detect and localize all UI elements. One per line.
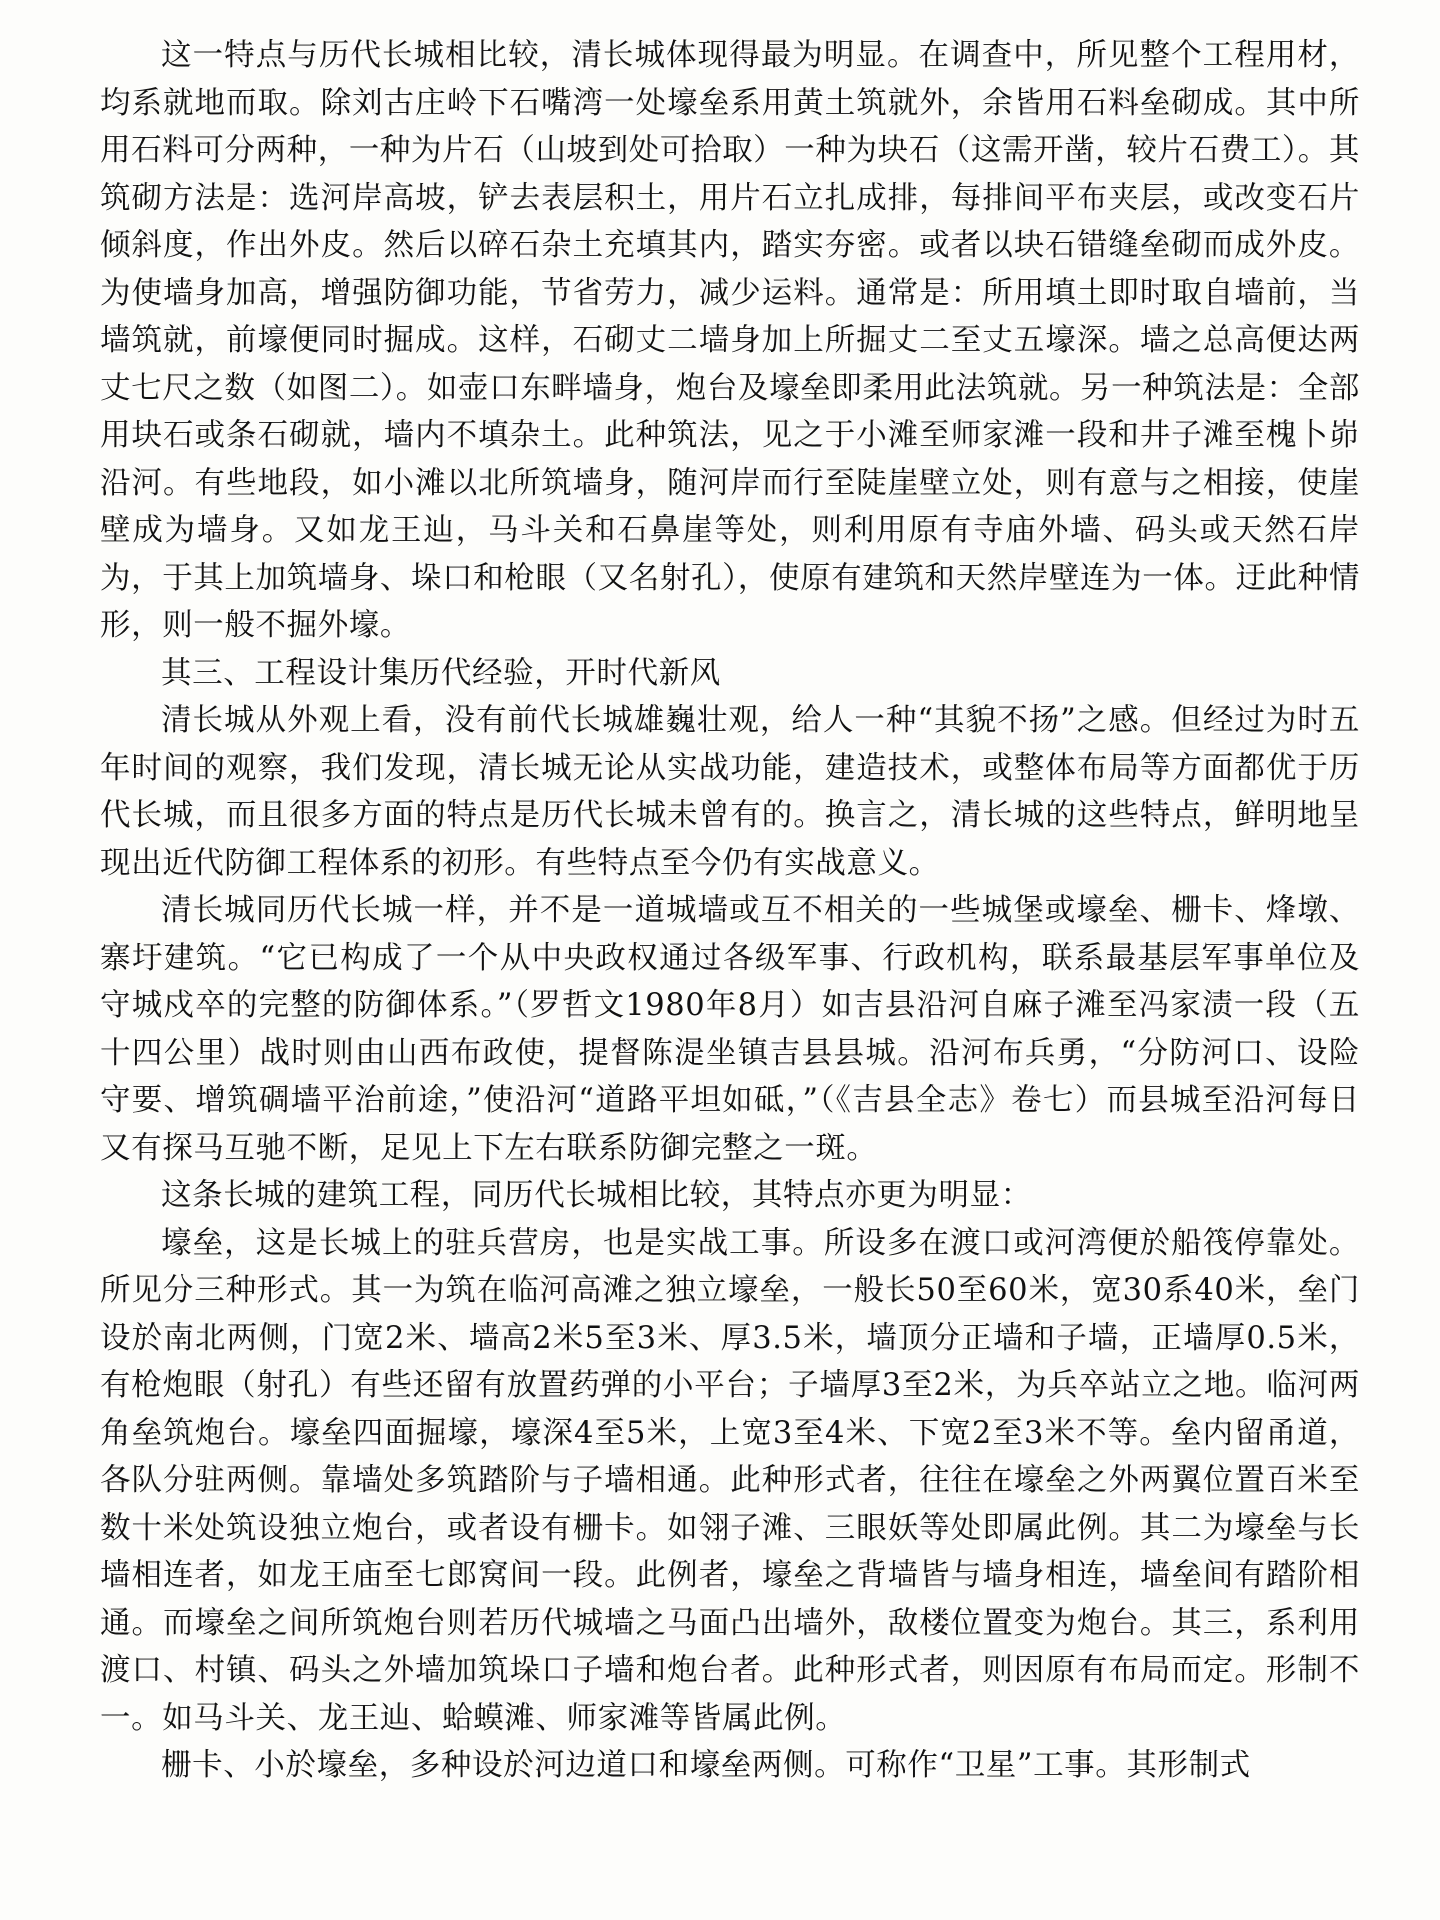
section-heading-three: 其三、工程设计集历代经验，开时代新风: [161, 655, 721, 691]
paragraph-construction-materials: 这一特点与历代长城相比较，清长城体现得最为明显。在调查中，所见整个工程用材，均系就地而取。除刘古庄岭下石嘴湾一处壕垒系用黄土筑就外，余皆用石料垒砌成。其中所用石料可分两种，一种为片石（山坡到处可拾取）一种为块石（这需开凿，较片石费工）。其筑砌方法是：选河岸高坡，铲去表层积土，用片石立扎成排，每排间平布夹层，或改变石片倾斜度，作出外皮。然后以碎石杂土充填其内，踏实夯密。或者以块石错缝垒砌而成外皮。为使墙身加高，增强防御功能，节省劳力，减少运料。通常是：所用填土即时取自墙前，当墙筑就，前壕便同时掘成。这样，石砌丈二墙身加上所掘丈二至丈五壕深。墙之总高便达两丈七尺之数（如图二）。如壶口东畔墙身，炮台及壕垒即柔用此法筑就。另一种筑法是：全部用块石或条石砌就，墙内不填杂土。此种筑法，见之于小滩至师家滩一段和井子滩至槐卜峁沿河。有些地段，如小滩以北所筑墙身，随河岸而行至陡崖壁立处，则有意与之相接，使崖壁成为墙身。又如龙王辿，马斗关和石鼻崖等处，则利用原有寺庙外墙、码头或天然石岸为，于其上加筑墙身、垛口和枪眼（又名射孔），使原有建筑和天然岸壁连为一体。迂此种情形，则一般不掘外壕。: [100, 38, 1360, 643]
paragraph-defense-system: 清长城同历代长城一样，并不是一道城墙或互不相关的一些城堡或壕垒、栅卡、烽墩、寨圩建筑。“它已构成了一个从中央政权通过各级军事、行政机构，联系最基层军事单位及守城戍卒的完整的防御体系。”（罗哲文1980年8月）如吉县沿河自麻子滩至冯家渍一段（五十四公里）战时则由山西布政使，提督陈湜坐镇吉县县城。沿河布兵勇，“分防河口、设险守要、增筑碉墙平治前途，”使沿河“道路平坦如砥，”（《吉县全志》卷七）而县城至沿河每日又有探马互驰不断，足见上下左右联系防御完整之一斑。: [100, 893, 1360, 1166]
paragraph-fortress-forms: 壕垒，这是长城上的驻兵营房，也是实战工事。所设多在渡口或河湾便於船筏停靠处。所见分三种形式。其一为筑在临河高滩之独立壕垒，一般长50至60米，宽30系40米，垒门设於南北两侧，门宽2米、墙高2米5至3米、厚3.5米，墙顶分正墙和子墙，正墙厚0.5米，有枪炮眼（射孔）有些还留有放置药弹的小平台；子墙厚3至2米，为兵卒站立之地。临河两角垒筑炮台。壕垒四面掘壕，壕深4至5米，上宽3至4米、下宽2至3米不等。垒内留甬道，各队分驻两侧。靠墙处多筑踏阶与子墙相通。此种形式者，往往在壕垒之外两翼位置百米至数十米处筑设独立炮台，或者设有栅卡。如翎子滩、三眼妖等处即属此例。其二为壕垒与长墙相连者，如龙王庙至七郎窝间一段。此例者，壕垒之背墙皆与墙身相连，墙垒间有踏阶相通。而壕垒之间所筑炮台则若历代城墙之马面凸出墙外，敌楼位置变为炮台。其三，系利用渡口、村镇、码头之外墙加筑垛口子墙和炮台者。此种形式者，则因原有布局而定。形制不一。如马斗关、龙王辿、蛤蟆滩、师家滩等皆属此例。: [100, 1225, 1360, 1736]
paragraph-checkpoints: 栅卡、小於壕垒，多种设於河边道口和壕垒两侧。可称作“卫星”工事。其形制式: [161, 1748, 1251, 1783]
paragraph-features-intro: 这条长城的建筑工程，同历代长城相比较，其特点亦更为明显：: [161, 1178, 1032, 1213]
paragraph-appearance: 清长城从外观上看，没有前代长城雄巍壮观，给人一种“其貌不扬”之感。但经过为时五年时间的观察，我们发现，清长城无论从实战功能，建造技术，或整体布局等方面都优于历代长城，而且很多方面的特点是历代长城未曾有的。换言之，清长城的这些特点，鲜明地呈现出近代防御工程体系的初形。有些特点至今仍有实战意义。: [100, 703, 1360, 881]
